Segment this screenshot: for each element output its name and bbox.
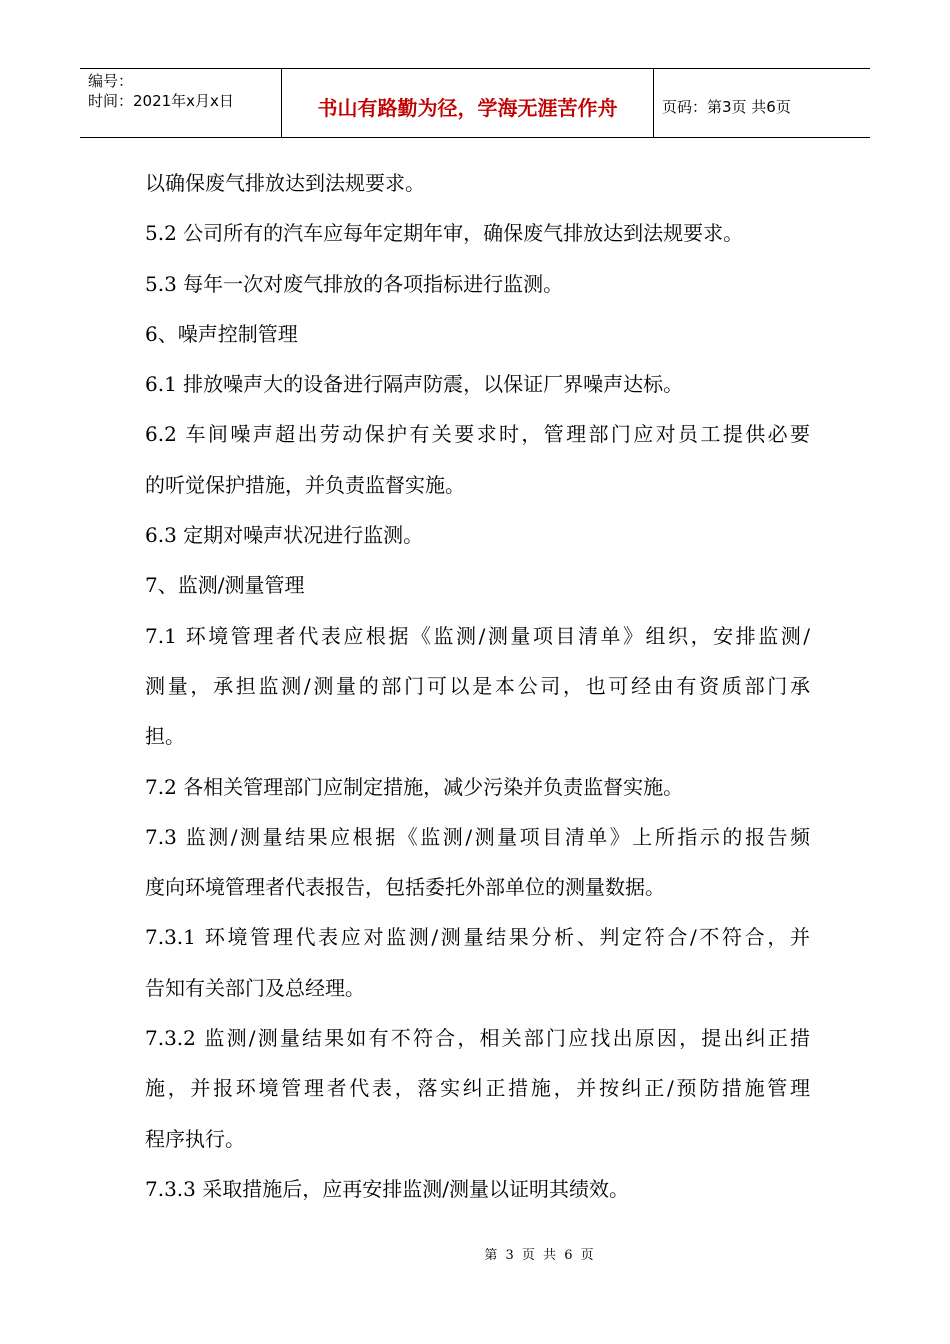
- header-page-info: 页码：第3页 共6页: [662, 97, 791, 116]
- body-line: 担。: [145, 724, 185, 749]
- header-motto: 书山有路勤为径，学海无涯苦作舟: [317, 95, 618, 120]
- body-line: 7.1 环境管理者代表应根据《监测/测量项目清单》组织，安排监测/: [145, 623, 810, 648]
- document-body: [145, 158, 810, 1214]
- body-line: 7.2 各相关管理部门应制定措施，减少污染并负责监督实施。: [145, 774, 684, 799]
- body-line: 的听觉保护措施，并负责监督实施。: [145, 472, 465, 497]
- body-line: 6.2 车间噪声超出劳动保护有关要求时，管理部门应对员工提供必要: [145, 422, 810, 447]
- document-number-label: 编号：: [88, 72, 134, 90]
- body-line: 施，并报环境管理者代表，落实纠正措施，并按纠正/预防措施管理: [145, 1076, 810, 1101]
- section-heading: 7、监测/测量管理: [145, 573, 305, 598]
- footer-page-number: 第 3 页 共 6 页: [484, 1248, 596, 1263]
- body-line: 7.3.1 环境管理代表应对监测/测量结果分析、判定符合/不符合，并: [145, 925, 810, 950]
- header-motto-cell: [282, 69, 654, 137]
- body-line: 度向环境管理者代表报告，包括委托外部单位的测量数据。: [145, 875, 665, 900]
- document-header: [80, 68, 870, 138]
- page-footer: [0, 1244, 950, 1263]
- document-date-label: 时间：2021年x月x日: [88, 92, 234, 110]
- header-page-cell: [654, 69, 870, 137]
- body-line: 5.2 公司所有的汽车应每年定期年审，确保废气排放达到法规要求。: [145, 221, 744, 246]
- body-line: 5.3 每年一次对废气排放的各项指标进行监测。: [145, 271, 564, 296]
- body-line: 程序执行。: [145, 1126, 245, 1151]
- header-meta-cell: [80, 69, 282, 137]
- body-line: 以确保废气排放达到法规要求。: [145, 171, 425, 195]
- body-line: 告知有关部门及总经理。: [145, 975, 365, 1000]
- body-line: 7.3 监测/测量结果应根据《监测/测量项目清单》上所指示的报告频: [145, 824, 810, 849]
- body-line: 6.3 定期对噪声状况进行监测。: [145, 523, 424, 548]
- section-heading: 6、噪声控制管理: [145, 321, 298, 346]
- body-line: 7.3.3 采取措施后，应再安排监测/测量以证明其绩效。: [145, 1176, 629, 1201]
- body-line: 测量，承担监测/测量的部门可以是本公司，也可经由有资质部门承: [145, 673, 810, 698]
- body-line: 7.3.2 监测/测量结果如有不符合，相关部门应找出原因，提出纠正措: [145, 1026, 810, 1051]
- body-line: 6.1 排放噪声大的设备进行隔声防震，以保证厂界噪声达标。: [145, 372, 684, 397]
